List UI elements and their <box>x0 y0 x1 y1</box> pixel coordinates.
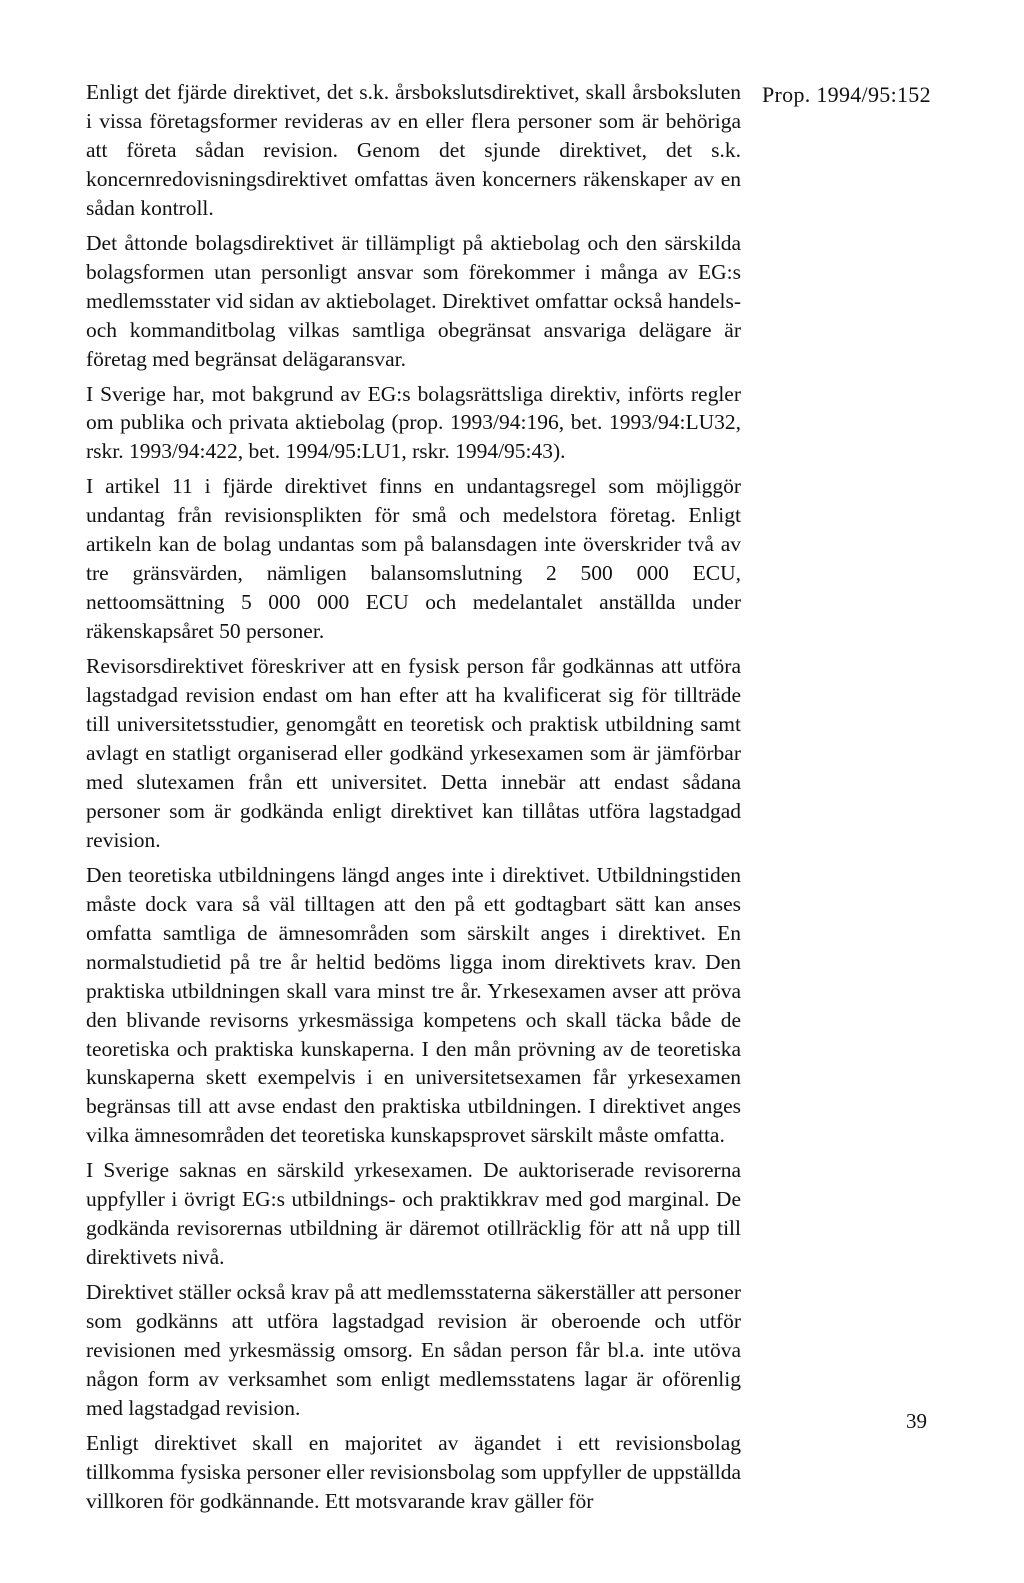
paragraph-sweden-company-law: I Sverige har, mot bakgrund av EG:s bolagsrättsliga direktiv, införts regler om publika och privata aktiebolag (prop. 1993/94:196, bet. 1993/94:LU32, rskr. 1993/94:422, bet. 1994/95:LU1, rskr. 1994/95:43). <box>86 381 741 464</box>
paragraph-annual-accounts-directive: Enligt det fjärde direktivet, det s.k. årsbokslutsdirektivet, skall årsboksluten i vissa företagsformer revideras av en eller flera personer som är behöriga att företa sådan revision. Genom det sjunde direktivet, det s.k. koncernredovisningsdirektivet omfattas även koncerners räkenskaper av en sådan kontroll. <box>86 80 741 220</box>
document-reference: Prop. 1994/95:152 <box>762 82 931 107</box>
page-number: 39 <box>906 1409 927 1433</box>
paragraph-independence-requirement: Direktivet ställer också krav på att medlemsstaterna säkerställer att personer som godkänns att utföra lagstadgad revision är oberoende och utför revisionen med yrkesmässig omsorg. En sådan person får bl.a. inte utöva någon form av verksamhet som enligt medlemsstatens lagar är oförenlig med lagstadgad revision. <box>86 1280 741 1420</box>
body-text <box>86 78 741 1522</box>
paragraph-sweden-professional-exam: I Sverige saknas en särskild yrkesexamen. De auktoriserade revisorerna uppfyller i övrigt EG:s utbildnings- och praktikkrav med god marginal. De godkända revisorernas utbildning är däremot otillräcklig för att nå upp till direktivets nivå. <box>86 1158 741 1270</box>
paragraph-article-11-exemption: I artikel 11 i fjärde direktivet finns en undantagsregel som möjliggör undantag från revisionsplikten för små och medelstora företag. Enligt artikeln kan de bolag undantas som på balansdagen inte överskrider två av tre gränsvärden, nämligen balansomslutning 2 500 000 ECU, nettoomsättning 5 000 000 ECU och medelantalet anställda under räkenskapsåret 50 personer. <box>86 474 741 644</box>
paragraph-ownership-requirement: Enligt direktivet skall en majoritet av ägandet i ett revisionsbolag tillkomma fysiska personer eller revisionsbolag som uppfyller de uppställda villkoren för godkännande. Ett motsvarande krav gäller för <box>86 1430 741 1513</box>
paragraph-auditor-directive: Revisorsdirektivet föreskriver att en fysisk person får godkännas att utföra lagstadgad revision endast om han efter att ha kvalificerat sig för tillträde till universitetsstudier, genomgått en teoretisk och praktisk utbildning samt avlagt en statligt organiserad eller godkänd yrkesexamen som är jämförbar med slutexamen från ett universitet. Detta innebär att endast sådana personer som är godkända enligt direktivet kan tillåtas utföra lagstadgad revision. <box>86 654 741 852</box>
paragraph-eighth-directive: Det åttonde bolagsdirektivet är tillämpligt på aktiebolag och den särskilda bolagsformen utan personligt ansvar som förekommer i många av EG:s medlemsstater vid sidan av aktiebolaget. Direktivet omfattar också handels- och kommanditbolag vilkas samtliga obegränsat ansvariga delägare är företag med begränsat delägaransvar. <box>86 230 741 371</box>
paragraph-theoretical-education: Den teoretiska utbildningens längd anges inte i direktivet. Utbildningstiden måste dock vara så väl tilltagen att den på ett godtagbart sätt kan anses omfatta samtliga de ämnesområden som särskilt anges i direktivet. En normalstudietid på tre år heltid bedöms ligga inom direktivets krav. Den praktiska utbildningen skall vara minst tre år. Yrkesexamen avser att pröva den blivande revisorns yrkesmässiga kompetens och skall täcka både de teoretiska och praktiska kunskaperna. I den mån prövning av de teoretiska kunskaperna skett exempelvis i en universitetsexamen får yrkesexamen begränsas till att avse endast den praktiska utbildningen. I direktivet anges vilka ämnesområden det teoretiska kunskapsprovet särskilt måste omfatta. <box>86 862 741 1148</box>
